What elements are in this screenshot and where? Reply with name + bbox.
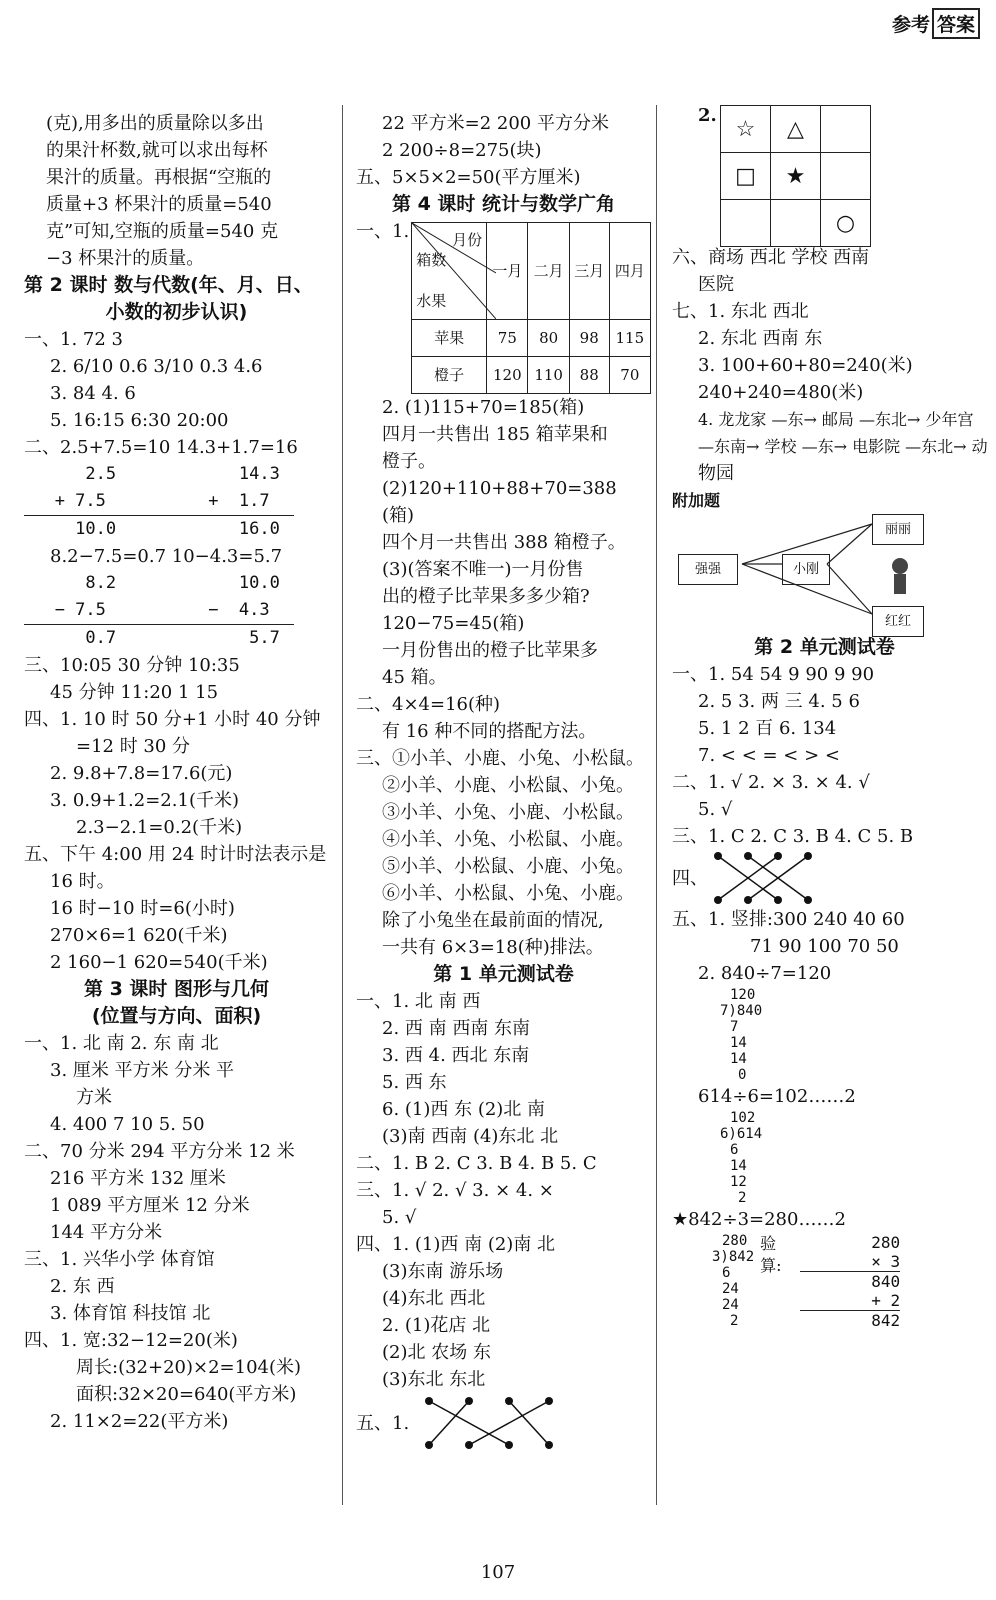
header-label: 参考	[891, 14, 930, 36]
fruit-name: 苹果	[412, 320, 487, 357]
division-line: 7	[730, 1019, 739, 1035]
text-line: 45 箱。	[382, 667, 447, 688]
division-line: 6)614	[720, 1126, 763, 1142]
text-line: 120−75=45(箱)	[382, 613, 525, 634]
text-line: 2. 5 3. 两 三 4. 5 6	[698, 691, 860, 712]
division-line: 24	[722, 1281, 739, 1297]
division-line: 2	[730, 1313, 739, 1329]
text-line: 四、1. 宽:32−12=20(米)	[24, 1330, 238, 1351]
text-line: 2. (1)花店 北	[382, 1315, 491, 1336]
section-heading: 第 1 单元测试卷	[433, 963, 574, 985]
fujia-diagram	[672, 514, 977, 634]
text-line: (2)北 农场 东	[382, 1342, 491, 1363]
text-line: 二、2.5+7.5=10 14.3+1.7=16	[24, 437, 298, 458]
text-line: ★842÷3=280……2	[672, 1209, 846, 1230]
grid-cell: △	[771, 106, 821, 153]
text-line: 2.3−2.1=0.2(千米)	[76, 817, 243, 838]
month-header: 三月	[569, 223, 609, 320]
text-line: 方米	[76, 1087, 112, 1108]
answer-badge: 答案	[932, 8, 980, 39]
text-line: 橙子。	[382, 451, 436, 472]
text-line: 5. 西 东	[382, 1072, 447, 1093]
name-box: 小刚	[782, 554, 830, 585]
text-line: 四月一共售出 185 箱苹果和	[382, 424, 608, 445]
stat-table	[411, 222, 651, 394]
text-line: 出的橙子比苹果多多少箱?	[382, 586, 590, 607]
month-header: 二月	[528, 223, 569, 320]
text-line: 二、1. B 2. C 3. B 4. B 5. C	[356, 1153, 597, 1174]
table-cell: 80	[528, 320, 569, 357]
section-heading: (位置与方向、面积)	[91, 1005, 262, 1027]
table-cell: 88	[569, 357, 609, 394]
text-line: 三、1. √ 2. √ 3. × 4. ×	[356, 1180, 554, 1201]
matching-diagram	[409, 1393, 579, 1453]
division-line: 7)840	[720, 1003, 763, 1019]
text-line: 三、1. 兴华小学 体育馆	[24, 1249, 215, 1270]
page-header	[892, 8, 980, 39]
table-cell: 70	[609, 357, 650, 394]
division-line: 120	[730, 987, 756, 1003]
vertical-calc: − 7.5 − 4.3	[24, 600, 270, 620]
text-line: 240+240=480(米)	[698, 382, 864, 403]
division-line: 12	[730, 1174, 747, 1190]
text-line: 三、10:05 30 分钟 10:35	[24, 655, 240, 676]
text-line: 2. 6/10 0.6 3/10 0.3 4.6	[50, 356, 263, 377]
text-line: 4. 400 7 10 5. 50	[50, 1114, 205, 1135]
text-line: 一、1. 54 54 9 90 9 90	[672, 664, 875, 685]
grid-cell: ☆	[721, 106, 771, 153]
column-3	[672, 244, 988, 1330]
text-line: 3. 100+60+80=240(米)	[698, 355, 913, 376]
shape-grid	[720, 105, 871, 247]
corner-top: 月份	[452, 231, 483, 249]
check-line: 840	[800, 1271, 900, 1291]
text-line: 5. √	[698, 799, 733, 820]
check-calc	[800, 1233, 900, 1330]
section-heading: 第 2 课时 数与代数(年、月、日、	[24, 274, 313, 296]
text-line: 一月份售出的橙子比苹果多	[382, 640, 598, 661]
text-line: 五、1.	[356, 1412, 410, 1434]
check-line: + 2	[871, 1291, 901, 1310]
text-line: 3. 84 4. 6	[50, 383, 136, 404]
section-heading: 小数的初步认识)	[105, 301, 248, 323]
text-line: 二、1. √ 2. × 3. × 4. √	[672, 772, 870, 793]
text-line: 144 平方分米	[50, 1222, 163, 1243]
text-line: ③小羊、小兔、小鹿、小松鼠。	[382, 802, 634, 823]
division-line: 14	[730, 1035, 747, 1051]
text-line: ②小羊、小鹿、小松鼠、小兔。	[382, 775, 634, 796]
text-line: 医院	[698, 274, 734, 295]
grid-cell	[771, 200, 821, 247]
text-line: 2. 东北 西南 东	[698, 328, 823, 349]
vertical-calc: + 7.5 + 1.7	[24, 491, 270, 511]
division-line: 6	[730, 1142, 739, 1158]
name-box: 强强	[678, 554, 738, 585]
text-line: (3)(答案不唯一)一月份售	[382, 559, 584, 580]
grid-label: 2.	[698, 105, 717, 126]
text-line: 2. 东 西	[50, 1276, 115, 1297]
text-line: 5. 16:15 6:30 20:00	[50, 410, 229, 431]
long-division-1	[672, 987, 977, 1083]
text-line: 2 200÷8=275(块)	[382, 140, 542, 161]
division-line: 102	[730, 1110, 756, 1126]
grid-cell	[821, 153, 871, 200]
grid-cell: ○	[821, 200, 871, 247]
column-1	[24, 110, 329, 1435]
table-cell: 120	[487, 357, 528, 394]
section-heading: 第 2 单元测试卷	[754, 636, 895, 658]
text-line: 面积:32×20=640(平方米)	[76, 1384, 297, 1405]
text-line: 二、70 分米 294 平方分米 12 米	[24, 1141, 295, 1162]
text-line: 一共有 6×3=18(种)排法。	[382, 937, 604, 958]
text-line: 2. 11×2=22(平方米)	[50, 1411, 229, 1432]
vertical-calc: 10.0 16.0	[24, 515, 294, 543]
text-line: —东南→ 学校 —东→ 电影院 —东北→ 动	[698, 437, 988, 456]
column-2	[356, 110, 651, 1453]
column-divider	[342, 105, 343, 1505]
text-line: =12 时 30 分	[76, 736, 191, 757]
check-line: 842	[800, 1310, 900, 1330]
text-line: 3. 体育馆 科技馆 北	[50, 1303, 211, 1324]
long-division-3	[672, 1233, 754, 1330]
text-line: −3 杯果汁的质量。	[46, 248, 205, 269]
text-line: 周长:(32+20)×2=104(米)	[76, 1357, 302, 1378]
text-line: 一、1.	[356, 221, 410, 242]
text-line: 5. 1 2 百 6. 134	[698, 718, 837, 739]
text-line: ④小羊、小兔、小松鼠、小鹿。	[382, 829, 634, 850]
fruit-name: 橙子	[412, 357, 487, 394]
text-line: 2. 840÷7=120	[698, 963, 832, 984]
grid-cell: □	[721, 153, 771, 200]
name-box: 丽丽	[872, 514, 924, 545]
text-line: 270×6=1 620(千米)	[50, 925, 228, 946]
division-line: 6	[722, 1265, 731, 1281]
corner-cell	[412, 223, 487, 320]
month-header: 四月	[609, 223, 650, 320]
month-header: 一月	[487, 223, 528, 320]
table-cell: 115	[609, 320, 650, 357]
text-line: ⑥小羊、小松鼠、小兔、小鹿。	[382, 883, 634, 904]
text-line: 五、1. 竖排:300 240 40 60	[672, 909, 905, 930]
text-line: 三、①小羊、小鹿、小兔、小松鼠。	[356, 748, 644, 769]
text-line: (2)120+110+88+70=388	[382, 478, 617, 499]
text-line: 71 90 100 70 50	[750, 936, 899, 957]
text-line: (3)东南 游乐场	[382, 1261, 504, 1282]
text-line: 4. 龙龙家 —东→ 邮局 —东北→ 少年宫	[698, 410, 974, 429]
text-line: 3. 厘米 平方米 分米 平	[50, 1060, 235, 1081]
text-line: (3)东北 东北	[382, 1369, 486, 1390]
column-divider	[656, 105, 657, 1505]
matching-diagram	[708, 850, 818, 906]
section-heading: 第 4 课时 统计与数学广角	[391, 193, 616, 215]
text-line: 614÷6=102……2	[698, 1086, 856, 1107]
table-cell: 98	[569, 320, 609, 357]
corner-bottom: 水果	[416, 292, 447, 310]
text-line: 三、1. C 2. C 3. B 4. C 5. B	[672, 826, 914, 847]
text-line: 216 平方米 132 厘米	[50, 1168, 226, 1189]
text-line: 一、1. 72 3	[24, 329, 123, 350]
text-line: 有 16 种不同的搭配方法。	[382, 721, 597, 742]
text-line: 45 分钟 11:20 1 15	[50, 682, 219, 703]
text-line: 一、1. 北 南 西	[356, 991, 481, 1012]
text-line: 1 089 平方厘米 12 分米	[50, 1195, 250, 1216]
text-line: 2. 西 南 西南 东南	[382, 1018, 531, 1039]
division-line: 2	[738, 1190, 747, 1206]
table-cell: 75	[487, 320, 528, 357]
text-line: 5. √	[382, 1207, 417, 1228]
check-line: × 3	[871, 1252, 901, 1271]
text-line: 22 平方米=2 200 平方分米	[382, 113, 609, 134]
vertical-calc: 2.5 14.3	[24, 464, 280, 484]
text-line: 2 160−1 620=540(千米)	[50, 952, 268, 973]
text-line: 四个月一共售出 388 箱橙子。	[382, 532, 626, 553]
text-line: 六、商场 西北 学校 西南	[672, 247, 870, 268]
name-box: 红红	[872, 606, 924, 637]
division-line: 280	[722, 1233, 748, 1249]
section-heading: 第 3 课时 图形与几何	[83, 978, 270, 1000]
long-division-2	[672, 1110, 977, 1206]
text-line: 五、5×5×2=50(平方厘米)	[356, 167, 581, 188]
text-line: 7. < < = < > <	[698, 745, 840, 766]
division-line: 3)842	[712, 1249, 755, 1265]
text-line: 3. 0.9+1.2=2.1(千米)	[50, 790, 239, 811]
vertical-calc: 0.7 5.7	[24, 624, 294, 652]
text-line: 五、下午 4:00 用 24 时计时法表示是	[24, 844, 327, 865]
text-line: 一、1. 北 南 2. 东 南 北	[24, 1033, 219, 1054]
grid-cell: ★	[771, 153, 821, 200]
text-line: (克),用多出的质量除以多出	[46, 113, 264, 134]
text-line: 8.2−7.5=0.7 10−4.3=5.7	[50, 546, 283, 567]
grid-cell	[721, 200, 771, 247]
text-line: (3)南 西南 (4)东北 北	[382, 1126, 559, 1147]
text-line: (箱)	[382, 505, 415, 526]
text-line: (4)东北 西北	[382, 1288, 486, 1309]
text-line: 七、1. 东北 西北	[672, 301, 809, 322]
check-label: 验算:	[760, 1234, 782, 1275]
text-line: 克”可知,空瓶的质量=540 克	[46, 221, 279, 242]
text-line: 2. (1)115+70=185(箱)	[382, 397, 585, 418]
text-line: 16 时。	[50, 871, 115, 892]
table-cell: 110	[528, 357, 569, 394]
text-line: 果汁的质量。再根据“空瓶的	[46, 167, 272, 188]
text-line: 四、1. (1)西 南 (2)南 北	[356, 1234, 556, 1255]
matching-block	[672, 850, 977, 906]
text-line: 四、	[672, 867, 708, 889]
text-line: ⑤小羊、小松鼠、小鹿、小兔。	[382, 856, 634, 877]
grid-cell	[821, 106, 871, 153]
matching-block	[356, 1393, 651, 1453]
text-line: 6. (1)西 东 (2)北 南	[382, 1099, 546, 1120]
text-line: 16 时−10 时=6(小时)	[50, 898, 235, 919]
text-line: 四、1. 10 时 50 分+1 小时 40 分钟	[24, 709, 321, 730]
text-line: 除了小兔坐在最前面的情况,	[382, 910, 604, 931]
stat-block	[356, 218, 651, 394]
text-line: 物园	[698, 463, 734, 484]
text-line: 二、4×4=16(种)	[356, 694, 501, 715]
text-line: 质量+3 杯果汁的质量=540	[46, 194, 272, 215]
division-line: 14	[730, 1158, 747, 1174]
text-line: 的果汁杯数,就可以求出每杯	[46, 140, 268, 161]
division-line: 24	[722, 1297, 739, 1313]
text-line: 2. 9.8+7.8=17.6(元)	[50, 763, 233, 784]
section-heading: 附加题	[672, 491, 721, 510]
corner-mid: 箱数	[416, 251, 447, 269]
text-line: 3. 西 4. 西北 东南	[382, 1045, 530, 1066]
page-number: 107	[480, 1562, 516, 1583]
vertical-calc: 8.2 10.0	[24, 573, 280, 593]
division-check-block	[672, 1233, 977, 1330]
division-line: 14	[730, 1051, 747, 1067]
check-line: 280	[871, 1233, 901, 1252]
division-line: 0	[738, 1067, 747, 1083]
